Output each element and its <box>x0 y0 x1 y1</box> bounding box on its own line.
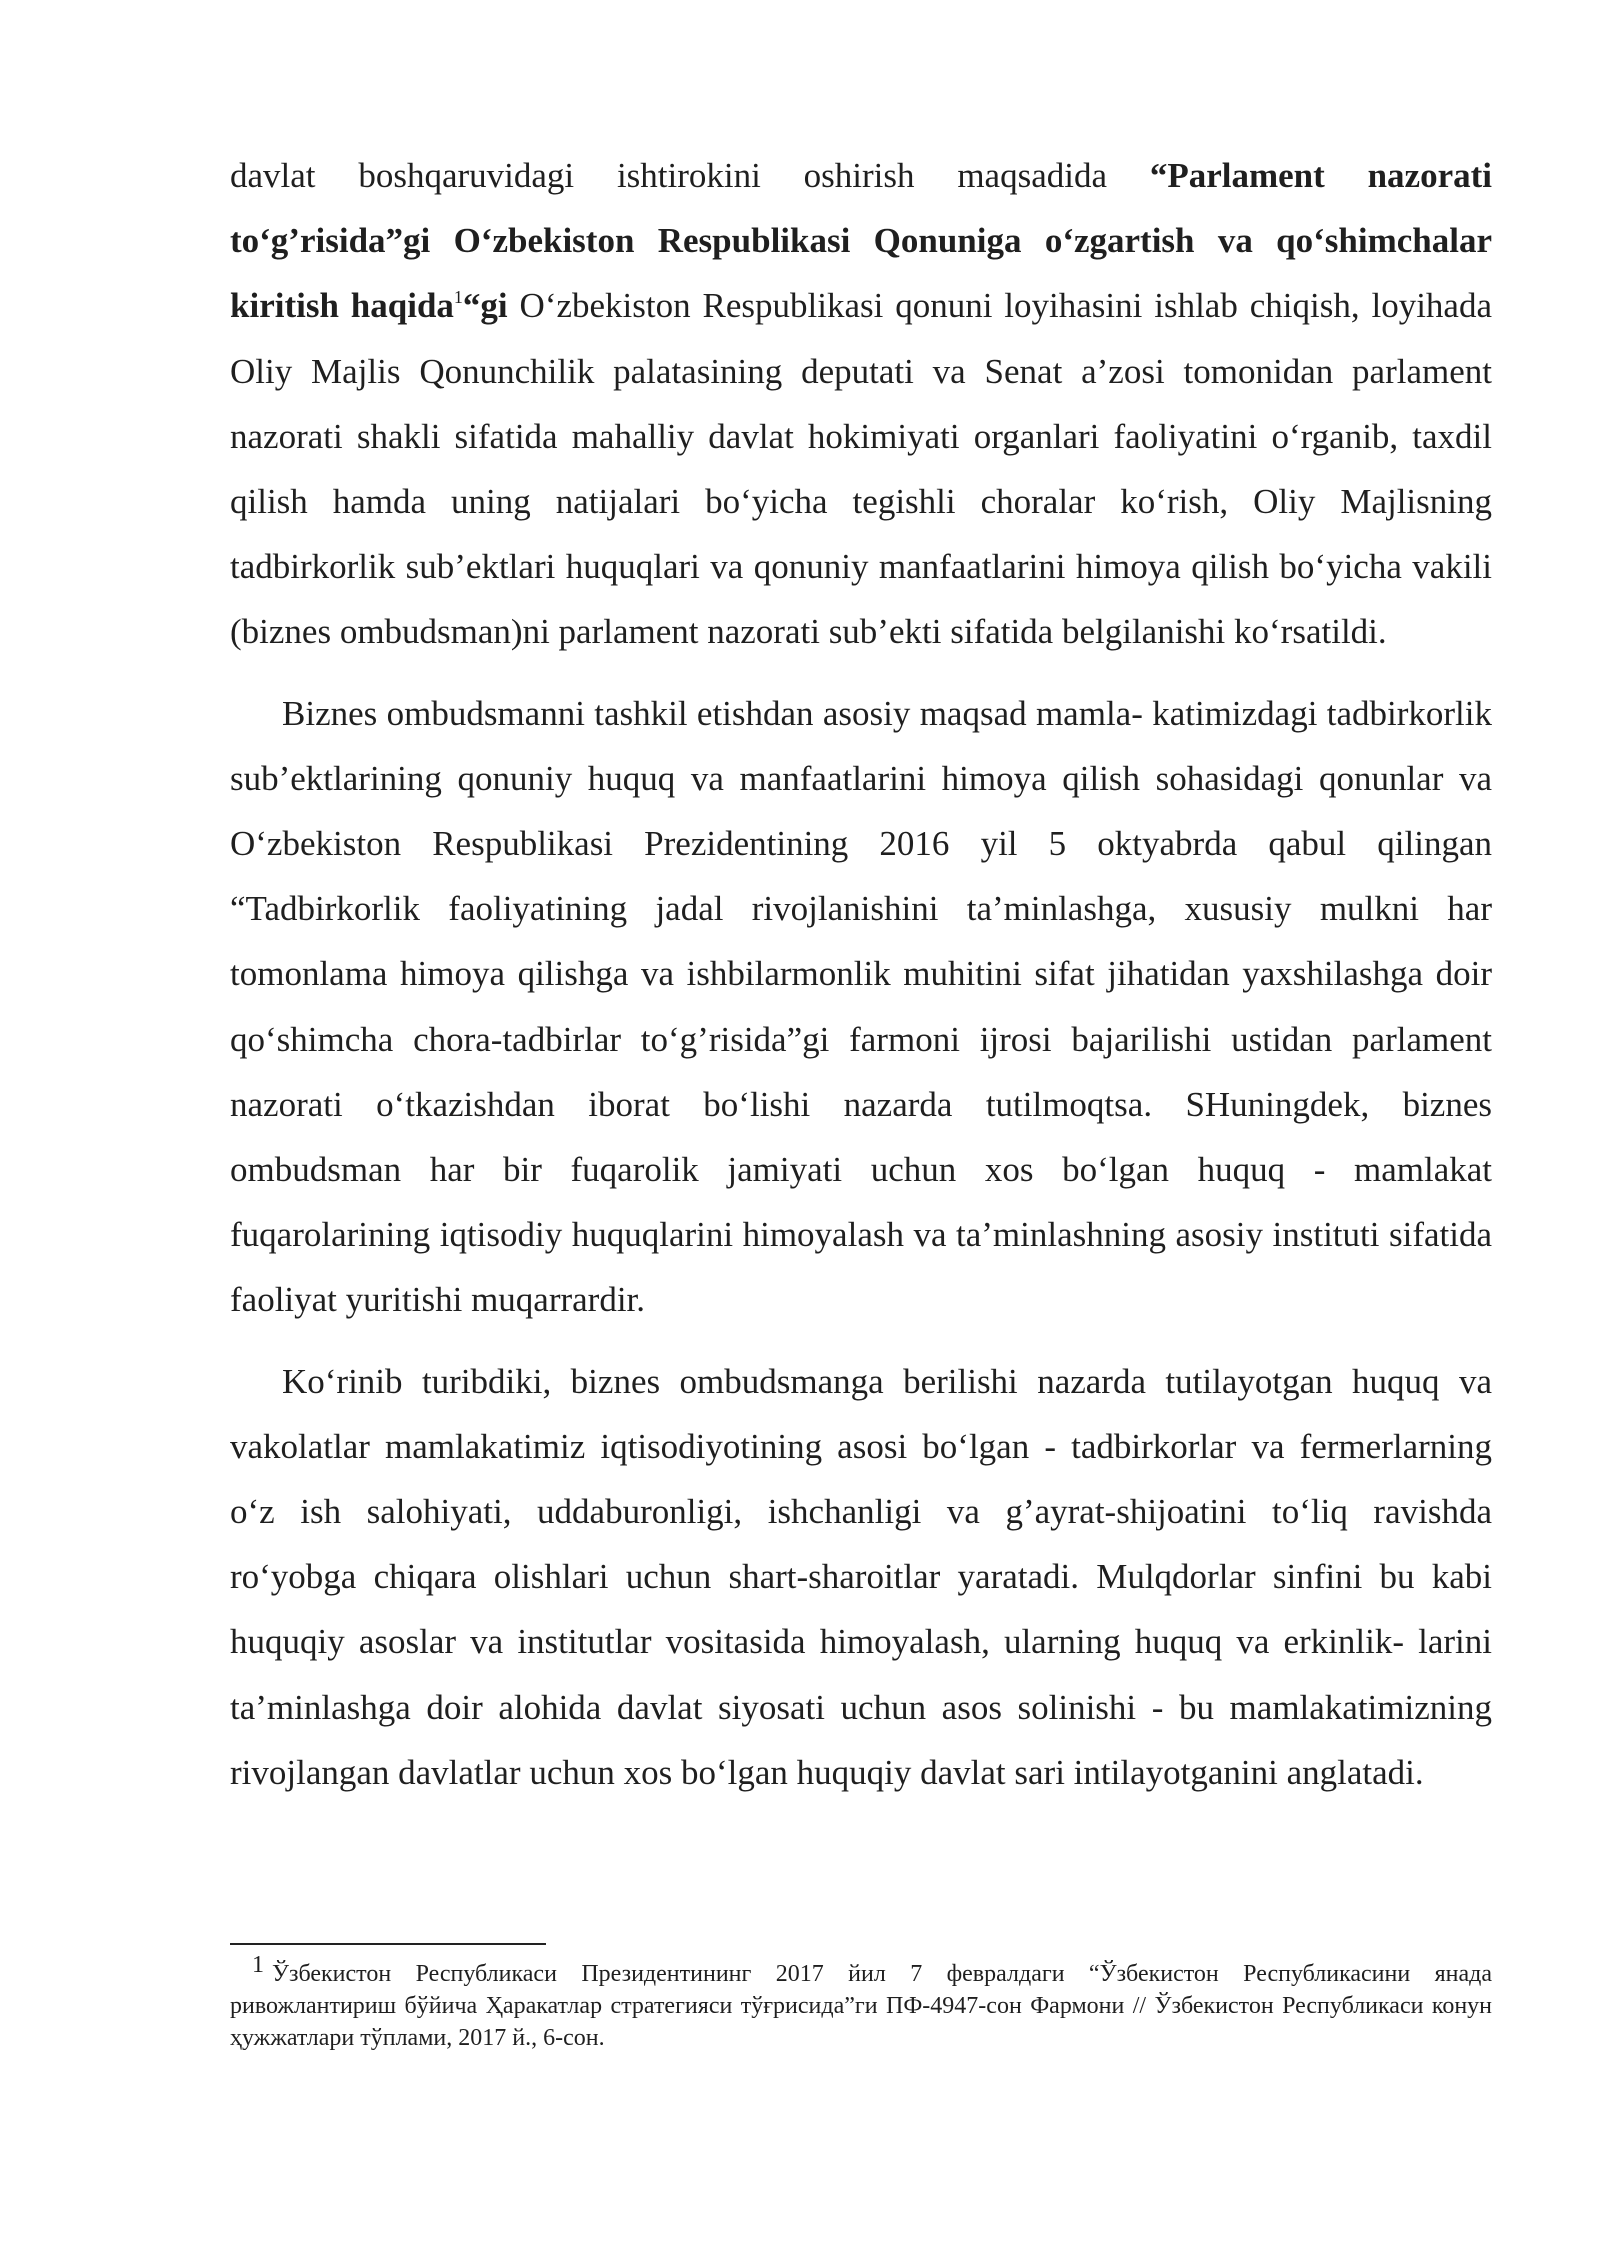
law-title-suffix: “gi <box>462 286 508 326</box>
law-title: “Parlament nazorati to‘g’risida”gi O‘zbekiston Respublikasi Qonuniga o‘zgartish va qo‘shimchalar kiritish haqida <box>230 156 1492 326</box>
paragraph-1-body: O‘zbekiston Respublikasi qonuni loyihasini ishlab chiqish, loyihada Oliy Majlis Qonunchilik palatasining deputati va Senat a’zosi tomonidan parlament nazorati shakli sifatida mahalliy davlat hokimiyati organlari faoliyatini o‘rganib, taxdil qilish hamda uning natijalari bo‘yicha tegishli choralar ko‘rish, Oliy Majlisning tadbirkorlik sub’ektlari huquqlari va qonuniy manfaatlarini himoya qilish bo‘yicha vakili (biznes ombudsman)ni parlament nazorati sub’ekti sifatida belgilanishi ko‘rsatildi. <box>230 286 1492 652</box>
footnote-number: 1 <box>252 1952 264 1978</box>
paragraph-2: Biznes ombudsmanni tashkil etishdan asosiy maqsad mamla- katimizdagi tadbirkorlik sub’ektlarining qonuniy huquq va manfaatlarini himoya qilish sohasidagi qonunlar va O‘zbekiston Respublikasi Prezidentining 2016 yil 5 oktyabrda qabul qilingan “Tadbirkorlik faoliyatining jadal rivojlanishini ta’minlashga, xususiy mulkni har tomonlama himoya qilishga va ishbilarmonlik muhitini sifat jihatidan yaxshilashga doir qo‘shimcha chora-tadbirlar to‘g’risida”gi farmoni ijrosi bajarilishi ustidan parlament nazorati o‘tkazishdan iborat bo‘lishi nazarda tutilmoqtsa. SHuningdek, biznes ombudsman har bir fuqarolik jamiyati uchun xos bo‘lgan huquq - mamlakat fuqarolarining iqtisodiy huquqlarini himoyalash va ta’minlashning asosiy instituti sifatida faoliyat yuritishi muqarrardir. <box>230 693 1492 1320</box>
footnote-text: Ўзбекистон Республикаси Президентининг 2017 йил 7 февралдаги “Ўзбекистон Республикасини янада ривожлантириш бўйича Ҳаракатлар стратегияси тўғрисида”ги ПФ-4947-сон Фармони // Ўзбекистон Республикаси конун ҳужжатлари тўплами, 2017 й., 6-сон. <box>230 1961 1492 2051</box>
paragraph-1 <box>230 143 1492 665</box>
document-body <box>230 143 1492 1805</box>
footnote-separator <box>230 1943 546 1945</box>
footnote <box>230 1952 1492 2054</box>
footnote-reference: 1 <box>453 287 463 308</box>
paragraph-3: Ko‘rinib turibdiki, biznes ombudsmanga berilishi nazarda tutilayotgan huquq va vakolatlar mamlakatimiz iqtisodiyotining asosi bo‘lgan - tadbirkorlar va fermerlarning o‘z ish salohiyati, uddaburonligi, ishchanligi va g’ayrat-shijoatini to‘liq ravishda ro‘yobga chiqara olishlari uchun shart-sharoitlar yaratadi. Mulqdorlar sinfini bu kabi huquqiy asoslar va institutlar vositasida himoyalash, ularning huquq va erkinlik- larini ta’minlashga doir alohida davlat siyosati uchun asos solinishi - bu mamlakatimizning rivojlangan davlatlar uchun xos bo‘lgan huquqiy davlat sari intilayotganini anglatadi. <box>230 1361 1492 1792</box>
paragraph-1-intro: davlat boshqaruvidagi ishtirokini oshirish maqsadida <box>230 156 1150 195</box>
